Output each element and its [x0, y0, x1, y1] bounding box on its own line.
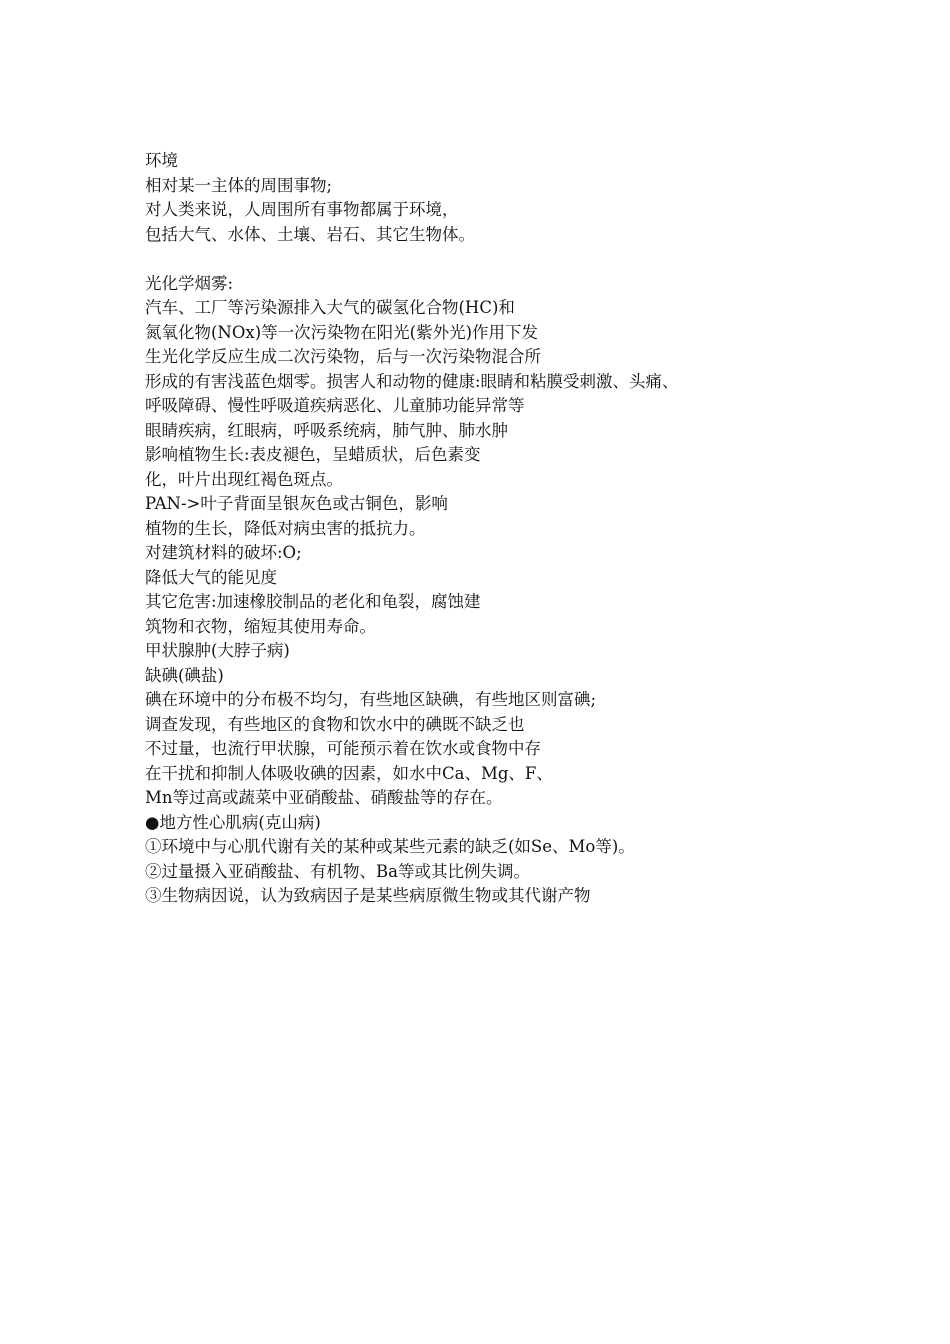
text-line: 氮氧化物(NOx)等一次污染物在阳光(紫外光)作用下发 — [145, 322, 539, 342]
text-line: 呼吸障碍、慢性呼吸道疾病恶化、儿童肺功能异常等 — [145, 396, 525, 415]
section-heading-photochemical-smog: 光化学烟雾: — [145, 273, 234, 293]
text-line: 相对某一主体的周围事物; — [145, 175, 333, 195]
text-line: 包括大气、水体、土壤、岩石、其它生物体。 — [145, 224, 475, 244]
text-line: 影响植物生长:表皮褪色，呈蜡质状，后色素变 — [145, 445, 481, 464]
paragraph-spacer — [145, 247, 925, 272]
text-line: 眼睛疾病，红眼病，呼吸系统病，肺气肿、肺水肿 — [145, 420, 508, 440]
text-line: 其它危害:加速橡胶制品的老化和龟裂，腐蚀建 — [145, 592, 481, 611]
text-line: 形成的有害浅蓝色烟零。损害人和动物的健康:眼睛和粘膜受刺激、头痛、 — [145, 371, 679, 391]
text-line: 在干扰和抑制人体吸收碘的因素，如水中Ca、Mg、F、 — [145, 763, 553, 783]
numbered-item-1: ①环境中与心肌代谢有关的某种或某些元素的缺乏(如Se、Mo等)。 — [145, 837, 635, 856]
text-line: PAN->叶子背面呈银灰色或古铜色，影响 — [145, 494, 448, 513]
text-line: 植物的生长，降低对病虫害的抵抗力。 — [145, 518, 426, 538]
document-body — [145, 149, 925, 909]
section-heading-environment: 环境 — [145, 151, 178, 170]
text-line: 碘在环境中的分布极不均匀，有些地区缺碘，有些地区则富碘; — [145, 690, 597, 709]
text-line: 缺碘(碘盐) — [145, 665, 224, 685]
text-line: 汽车、工厂等污染源排入大气的碳氢化合物(HC)和 — [145, 298, 515, 317]
text-line: 甲状腺肿(大脖子病) — [145, 641, 290, 660]
numbered-item-3: ③生物病因说，认为致病因子是某些病原微生物或其代谢产物 — [145, 886, 591, 905]
text-line: 对建筑材料的破坏:O; — [145, 543, 302, 562]
text-line: 对人类来说，人周围所有事物都属于环境， — [145, 200, 459, 219]
text-line: 生光化学反应生成二次污染物，后与一次污染物混合所 — [145, 347, 541, 366]
text-line: 化，叶片出现红褐色斑点。 — [145, 469, 343, 489]
text-line: Mn等过高或蔬菜中亚硝酸盐、硝酸盐等的存在。 — [145, 788, 503, 807]
text-line: 不过量，也流行甲状腺，可能预示着在饮水或食物中存 — [145, 739, 541, 758]
numbered-item-2: ②过量摄入亚硝酸盐、有机物、Ba等或其比例失调。 — [145, 861, 530, 881]
text-line: 调查发现，有些地区的食物和饮水中的碘既不缺乏也 — [145, 714, 525, 734]
text-line: 降低大气的能见度 — [145, 567, 277, 587]
text-line: 筑物和衣物，缩短其使用寿命。 — [145, 616, 376, 636]
bullet-heading-keshan-disease: ●地方性心肌病(克山病) — [145, 812, 321, 832]
